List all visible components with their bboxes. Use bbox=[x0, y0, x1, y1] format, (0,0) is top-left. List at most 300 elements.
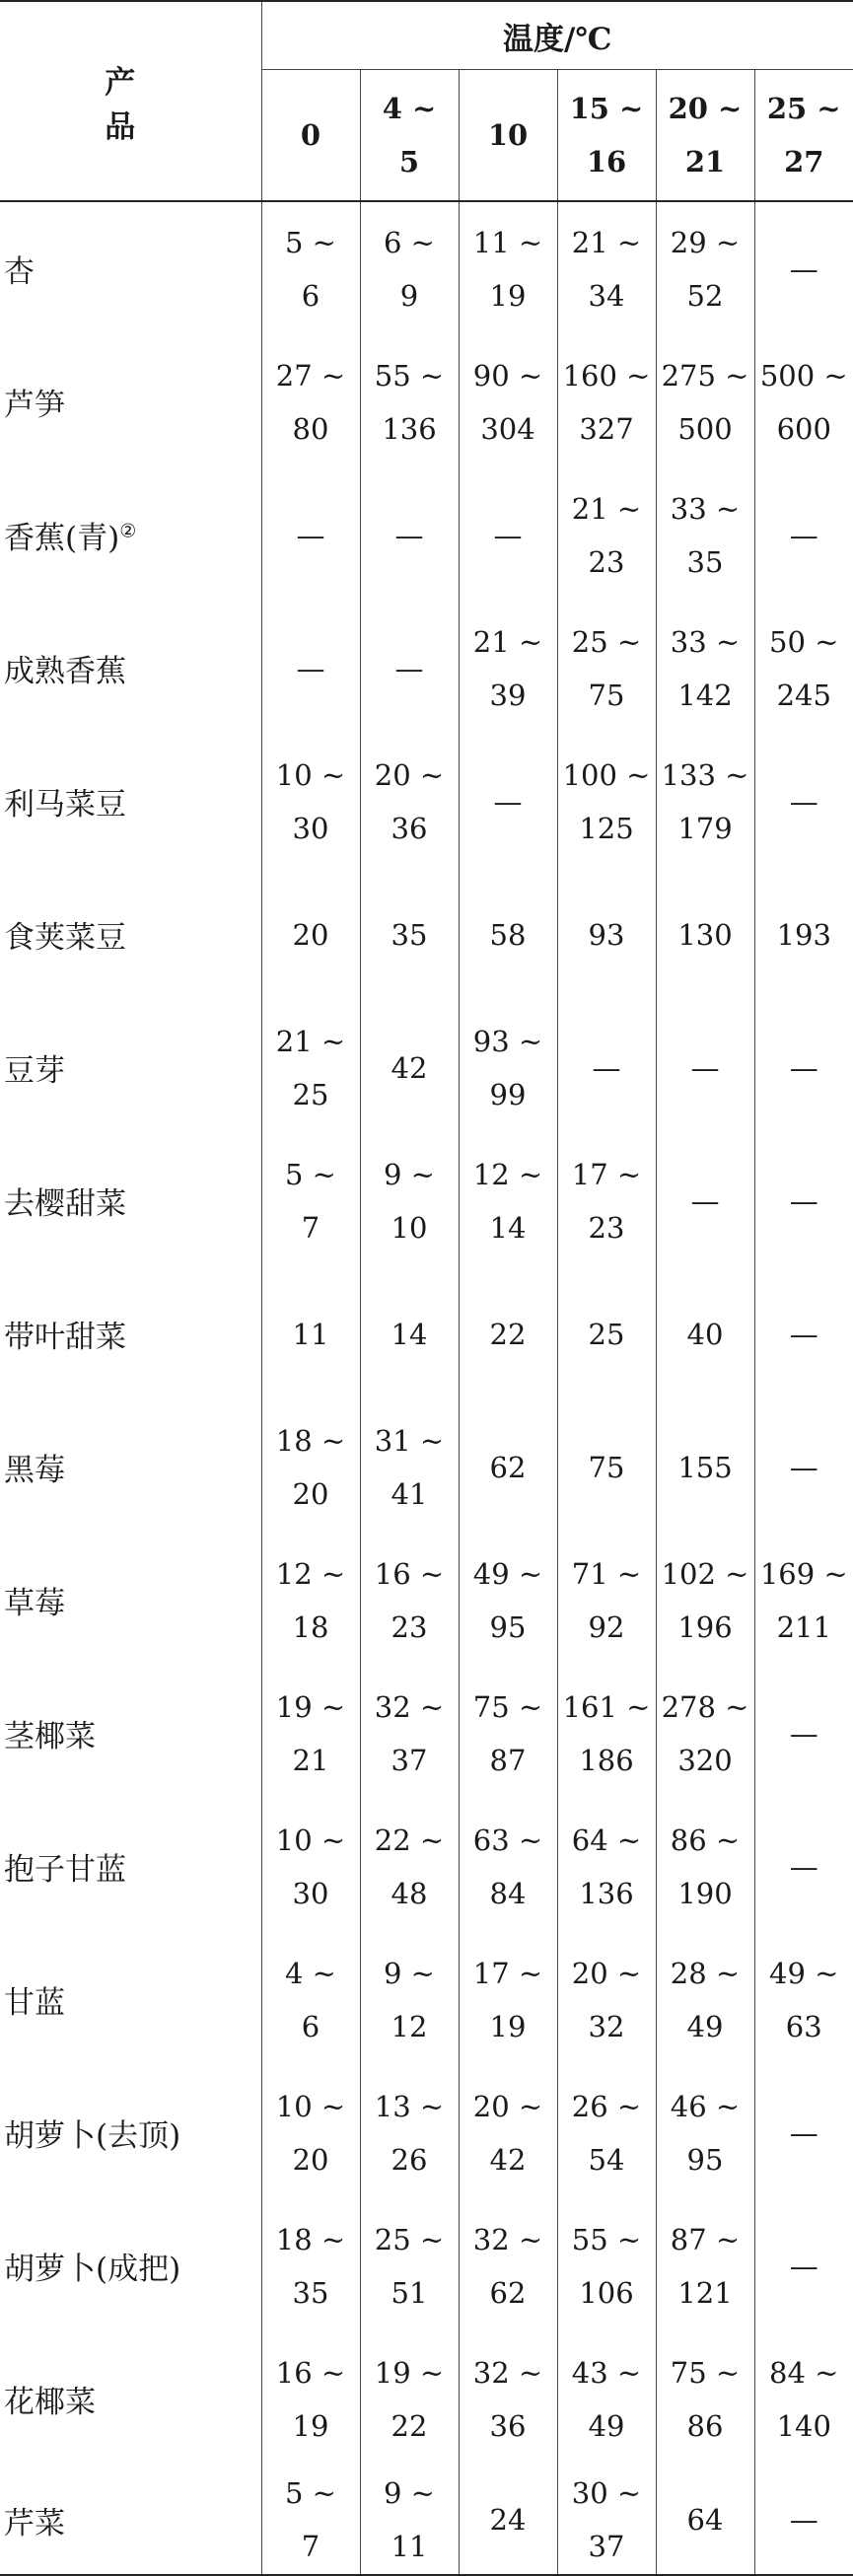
product-name: 胡萝卜(去顶) bbox=[4, 2118, 181, 2154]
rate-value-cell bbox=[261, 1001, 360, 1134]
cell-line: 22 ~ bbox=[374, 1823, 445, 1857]
product-name-cell bbox=[0, 1800, 261, 1933]
cell-line: 27 ~ bbox=[275, 358, 346, 393]
product-name: 食荚菜豆 bbox=[4, 920, 126, 956]
cell-line: 71 ~ bbox=[571, 1556, 642, 1591]
cell-line: 500 bbox=[677, 411, 733, 446]
cell-line: 196 bbox=[677, 1610, 733, 1644]
cell-line: — bbox=[789, 1716, 818, 1751]
cell-line: 25 ~ bbox=[571, 624, 642, 659]
cell-line: 106 bbox=[579, 2275, 634, 2310]
product-name-cell bbox=[0, 2466, 261, 2575]
rate-value-cell bbox=[360, 1267, 459, 1400]
cell-line: — bbox=[592, 1050, 621, 1085]
cell-line: 5 ~ bbox=[285, 225, 336, 259]
cell-line: 99 bbox=[489, 1077, 527, 1111]
rate-value-cell bbox=[360, 201, 459, 335]
rate-value-cell bbox=[459, 1001, 557, 1134]
rate-value-cell bbox=[557, 1400, 656, 1534]
cell-line: 160 ~ bbox=[562, 358, 651, 393]
cell-line: 16 bbox=[586, 145, 627, 179]
rate-value-cell bbox=[754, 735, 853, 868]
table-row bbox=[0, 602, 853, 735]
rate-value-cell bbox=[656, 1667, 754, 1800]
rate-value-cell bbox=[261, 868, 360, 1001]
table-row bbox=[0, 1001, 853, 1134]
cell-line: 19 ~ bbox=[374, 2355, 445, 2390]
cell-line: 33 ~ bbox=[670, 624, 741, 659]
cell-line: 75 ~ bbox=[670, 2355, 741, 2390]
cell-line: 52 bbox=[686, 278, 724, 313]
cell-line: — bbox=[493, 518, 523, 552]
table-row bbox=[0, 1667, 853, 1800]
cell-line: 25 bbox=[588, 1317, 625, 1351]
cell-line: 84 bbox=[489, 1876, 527, 1910]
cell-line: 10 bbox=[487, 118, 529, 152]
product-name: 抱子甘蓝 bbox=[4, 1852, 126, 1888]
cell-line: 84 ~ bbox=[769, 2355, 839, 2390]
rate-value-cell bbox=[459, 1534, 557, 1667]
cell-line: 25 bbox=[292, 1077, 329, 1111]
cell-line: 75 ~ bbox=[472, 1689, 543, 1724]
cell-line: — bbox=[789, 2249, 818, 2283]
rate-value-cell bbox=[459, 201, 557, 335]
cell-line: 64 ~ bbox=[571, 1823, 642, 1857]
rate-value-cell bbox=[557, 2066, 656, 2199]
cell-line: 11 bbox=[391, 2530, 428, 2563]
table-row bbox=[0, 335, 853, 468]
rate-value-cell bbox=[459, 468, 557, 602]
cell-line: 41 bbox=[391, 1476, 428, 1511]
cell-line: 35 bbox=[686, 544, 724, 579]
cell-line: 179 bbox=[677, 811, 733, 845]
rate-value-cell bbox=[459, 2466, 557, 2575]
cell-line: — bbox=[789, 1050, 818, 1085]
cell-line: 9 ~ bbox=[384, 1157, 435, 1191]
cell-line: 121 bbox=[677, 2275, 733, 2310]
cell-line: 49 bbox=[588, 2408, 625, 2443]
cell-line: 23 bbox=[588, 544, 625, 579]
cell-line: 169 ~ bbox=[759, 1556, 848, 1591]
table-row bbox=[0, 1933, 853, 2066]
cell-line: 211 bbox=[776, 1610, 831, 1644]
cell-line: 30 bbox=[292, 811, 329, 845]
product-name-cell bbox=[0, 335, 261, 468]
cell-line: 12 bbox=[391, 2009, 428, 2043]
cell-line: 34 bbox=[588, 278, 625, 313]
cell-line: 327 bbox=[579, 411, 634, 446]
cell-line: 25 ~ bbox=[374, 2222, 445, 2256]
cell-line: 90 ~ bbox=[472, 358, 543, 393]
cell-line: 36 bbox=[489, 2408, 527, 2443]
cell-line: 26 ~ bbox=[571, 2089, 642, 2123]
cell-line: 11 ~ bbox=[472, 225, 543, 259]
cell-line: 17 ~ bbox=[472, 1956, 543, 1990]
cell-line: — bbox=[789, 784, 818, 819]
cell-line: 86 ~ bbox=[670, 1823, 741, 1857]
product-name: 芹菜 bbox=[4, 2505, 65, 2541]
cell-line: 21 bbox=[684, 145, 726, 179]
temperature-column-header bbox=[656, 70, 754, 202]
product-name: 香蕉(青) bbox=[4, 521, 120, 556]
cell-line: 320 bbox=[677, 1743, 733, 1777]
product-name-cell bbox=[0, 1001, 261, 1134]
cell-line: 23 bbox=[391, 1610, 428, 1644]
rate-value-cell bbox=[754, 1400, 853, 1534]
rate-value-cell bbox=[261, 1134, 360, 1267]
product-name-cell bbox=[0, 1534, 261, 1667]
cell-line: 36 bbox=[391, 811, 428, 845]
rate-value-cell bbox=[754, 602, 853, 735]
cell-line: 18 bbox=[292, 1610, 329, 1644]
rate-value-cell bbox=[557, 2199, 656, 2332]
rate-value-cell bbox=[754, 1134, 853, 1267]
rate-value-cell bbox=[261, 1534, 360, 1667]
cell-line: 95 bbox=[686, 2142, 724, 2177]
cell-line: 32 ~ bbox=[374, 1689, 445, 1724]
product-name-cell bbox=[0, 201, 261, 335]
product-name: 豆芽 bbox=[4, 1053, 65, 1089]
cell-line: — bbox=[690, 1183, 720, 1218]
product-name: 利马菜豆 bbox=[4, 787, 126, 823]
rate-value-cell bbox=[261, 2466, 360, 2575]
rate-value-cell bbox=[360, 468, 459, 602]
cell-line: 42 bbox=[391, 1050, 428, 1085]
cell-line: 43 ~ bbox=[571, 2355, 642, 2390]
cell-line: 20 ~ bbox=[472, 2089, 543, 2123]
cell-line: 62 bbox=[489, 1450, 527, 1484]
rate-value-cell bbox=[656, 1134, 754, 1267]
cell-line: 5 ~ bbox=[285, 1157, 336, 1191]
cell-line: 21 ~ bbox=[472, 624, 543, 659]
rate-value-cell bbox=[754, 2332, 853, 2466]
product-name: 黑莓 bbox=[4, 1453, 65, 1488]
rate-value-cell bbox=[360, 602, 459, 735]
cell-line: 46 ~ bbox=[670, 2089, 741, 2123]
product-name-cell bbox=[0, 468, 261, 602]
rate-value-cell bbox=[754, 1534, 853, 1667]
table-row bbox=[0, 2466, 853, 2575]
cell-line: 22 bbox=[391, 2408, 428, 2443]
product-name-cell bbox=[0, 868, 261, 1001]
cell-line: 18 ~ bbox=[275, 2222, 346, 2256]
rate-value-cell bbox=[754, 335, 853, 468]
rate-value-cell bbox=[754, 1001, 853, 1134]
rate-value-cell bbox=[360, 1001, 459, 1134]
cell-line: 93 bbox=[588, 917, 625, 952]
cell-line: 80 bbox=[292, 411, 329, 446]
cell-line: 7 bbox=[301, 2530, 320, 2563]
rate-value-cell bbox=[261, 2066, 360, 2199]
product-name: 草莓 bbox=[4, 1586, 65, 1621]
product-name: 茎椰菜 bbox=[4, 1719, 96, 1754]
rate-value-cell bbox=[557, 1001, 656, 1134]
cell-line: 48 bbox=[391, 1876, 428, 1910]
table-row bbox=[0, 2332, 853, 2466]
rate-value-cell bbox=[261, 1800, 360, 1933]
cell-line: 100 ~ bbox=[562, 757, 651, 792]
cell-line: 27 bbox=[784, 145, 824, 179]
product-name: 成熟香蕉 bbox=[4, 654, 126, 689]
cell-line: 32 ~ bbox=[472, 2222, 543, 2256]
cell-line: — bbox=[789, 1849, 818, 1884]
table-row bbox=[0, 468, 853, 602]
table-row bbox=[0, 2199, 853, 2332]
cell-line: 20 ~ bbox=[571, 1956, 642, 1990]
rate-value-cell bbox=[557, 201, 656, 335]
rate-value-cell bbox=[656, 1933, 754, 2066]
cell-line: 23 bbox=[588, 1210, 625, 1245]
cell-line: 19 bbox=[292, 2408, 329, 2443]
temperature-column-header bbox=[360, 70, 459, 202]
product-name: 甘蓝 bbox=[4, 1985, 65, 2021]
rate-value-cell bbox=[261, 735, 360, 868]
cell-line: 55 ~ bbox=[374, 358, 445, 393]
cell-line: 87 ~ bbox=[670, 2222, 741, 2256]
cell-line: 275 ~ bbox=[661, 358, 749, 393]
cell-line: — bbox=[789, 2503, 818, 2537]
cell-line: 95 bbox=[489, 1610, 527, 1644]
cell-line: 16 ~ bbox=[374, 1556, 445, 1591]
rate-value-cell bbox=[557, 1534, 656, 1667]
rate-value-cell bbox=[656, 201, 754, 335]
cell-line: — bbox=[296, 518, 325, 552]
cell-line: 5 ~ bbox=[285, 2476, 336, 2510]
cell-line: 28 ~ bbox=[670, 1956, 741, 1990]
rate-value-cell bbox=[459, 1267, 557, 1400]
product-name-cell bbox=[0, 735, 261, 868]
cell-line: 17 ~ bbox=[571, 1157, 642, 1191]
rate-value-cell bbox=[656, 1001, 754, 1134]
cell-line: 16 ~ bbox=[275, 2355, 346, 2390]
cell-line: 50 ~ bbox=[769, 624, 839, 659]
cell-line: 49 ~ bbox=[472, 1556, 543, 1591]
rate-value-cell bbox=[557, 335, 656, 468]
rate-value-cell bbox=[754, 1933, 853, 2066]
cell-line: 20 ~ bbox=[668, 92, 743, 125]
cell-line: 33 ~ bbox=[670, 491, 741, 526]
cell-line: — bbox=[690, 1050, 720, 1085]
rate-value-cell bbox=[656, 2199, 754, 2332]
cell-line: 136 bbox=[382, 411, 437, 446]
cell-line: 304 bbox=[480, 411, 535, 446]
rate-value-cell bbox=[360, 1400, 459, 1534]
cell-line: 42 bbox=[489, 2142, 527, 2177]
cell-line: — bbox=[789, 2115, 818, 2150]
cell-line: 49 ~ bbox=[769, 1956, 839, 1990]
table-row bbox=[0, 1267, 853, 1400]
cell-line: 142 bbox=[677, 678, 733, 712]
rate-value-cell bbox=[656, 868, 754, 1001]
cell-line: 11 bbox=[292, 1317, 329, 1351]
cell-line: 14 bbox=[489, 1210, 527, 1245]
cell-line: 18 ~ bbox=[275, 1423, 346, 1458]
temperature-column-header bbox=[459, 70, 557, 202]
cell-line: 5 bbox=[398, 145, 420, 179]
rate-value-cell bbox=[557, 468, 656, 602]
table-row bbox=[0, 201, 853, 335]
cell-line: 10 bbox=[391, 1210, 428, 1245]
rate-value-cell bbox=[754, 2466, 853, 2575]
rate-value-cell bbox=[557, 2466, 656, 2575]
rate-value-cell bbox=[261, 1667, 360, 1800]
rate-value-cell bbox=[360, 1667, 459, 1800]
product-name-cell bbox=[0, 1667, 261, 1800]
rate-value-cell bbox=[754, 868, 853, 1001]
cell-line: — bbox=[394, 518, 424, 552]
cell-line: 6 bbox=[301, 2009, 320, 2043]
rate-value-cell bbox=[360, 335, 459, 468]
rate-value-cell bbox=[360, 868, 459, 1001]
cell-line: — bbox=[296, 651, 325, 685]
rate-value-cell bbox=[360, 1534, 459, 1667]
product-name: 芦笋 bbox=[4, 388, 65, 423]
cell-line: 21 ~ bbox=[571, 225, 642, 259]
cell-line: — bbox=[394, 651, 424, 685]
rate-value-cell bbox=[459, 1800, 557, 1933]
cell-line: 19 bbox=[489, 2009, 527, 2043]
cell-line: 161 ~ bbox=[562, 1689, 651, 1724]
cell-line: 30 ~ bbox=[571, 2476, 642, 2510]
product-column-header: 产 品 bbox=[0, 1, 261, 201]
product-name: 带叶甜菜 bbox=[4, 1320, 126, 1355]
rate-value-cell bbox=[360, 735, 459, 868]
table-row bbox=[0, 735, 853, 868]
cell-line: 190 bbox=[677, 1876, 733, 1910]
rate-value-cell bbox=[360, 2066, 459, 2199]
table-body bbox=[0, 201, 853, 2575]
cell-line: 6 ~ bbox=[384, 225, 435, 259]
rate-value-cell bbox=[754, 201, 853, 335]
product-name: 去樱甜菜 bbox=[4, 1186, 126, 1222]
rate-value-cell bbox=[261, 1400, 360, 1534]
rate-value-cell bbox=[656, 2332, 754, 2466]
cell-line: 155 bbox=[677, 1450, 733, 1484]
rate-value-cell bbox=[261, 335, 360, 468]
rate-value-cell bbox=[459, 2199, 557, 2332]
cell-line: 10 ~ bbox=[275, 1823, 346, 1857]
rate-value-cell bbox=[261, 2332, 360, 2466]
cell-line: 75 bbox=[588, 1450, 625, 1484]
table-row bbox=[0, 2066, 853, 2199]
cell-line: 600 bbox=[776, 411, 831, 446]
rate-value-cell bbox=[754, 1267, 853, 1400]
rate-value-cell bbox=[656, 1267, 754, 1400]
rate-value-cell bbox=[656, 1534, 754, 1667]
cell-line: 30 bbox=[292, 1876, 329, 1910]
rate-value-cell bbox=[459, 2332, 557, 2466]
cell-line: 22 bbox=[489, 1317, 527, 1351]
rate-value-cell bbox=[360, 1933, 459, 2066]
rate-value-cell bbox=[557, 1800, 656, 1933]
cell-line: 9 bbox=[399, 278, 419, 313]
rate-value-cell bbox=[656, 2466, 754, 2575]
product-name-cell bbox=[0, 1933, 261, 2066]
rate-value-cell bbox=[360, 2199, 459, 2332]
cell-line: 64 bbox=[686, 2503, 724, 2537]
product-name-cell bbox=[0, 1267, 261, 1400]
cell-line: 14 bbox=[391, 1317, 428, 1351]
rate-value-cell bbox=[557, 1267, 656, 1400]
cell-line: 24 bbox=[489, 2503, 527, 2537]
rate-value-cell bbox=[459, 1134, 557, 1267]
rate-value-cell bbox=[656, 1400, 754, 1534]
cell-line: 21 bbox=[292, 1743, 329, 1777]
cell-line: 20 bbox=[292, 917, 329, 952]
temperature-header: 温度/℃ bbox=[261, 1, 853, 70]
cell-line: 35 bbox=[391, 917, 428, 952]
rate-value-cell bbox=[754, 1667, 853, 1800]
rate-value-cell bbox=[261, 1267, 360, 1400]
cell-line: 37 bbox=[588, 2530, 625, 2563]
cell-line: 140 bbox=[776, 2408, 831, 2443]
rate-value-cell bbox=[656, 735, 754, 868]
temperature-column-header bbox=[754, 70, 853, 202]
rate-value-cell bbox=[360, 1800, 459, 1933]
product-name: 杏 bbox=[4, 254, 35, 290]
cell-line: 21 ~ bbox=[571, 491, 642, 526]
cell-line: — bbox=[789, 1183, 818, 1218]
cell-line: 92 bbox=[588, 1610, 625, 1644]
cell-line: 37 bbox=[391, 1743, 428, 1777]
rate-value-cell bbox=[261, 1933, 360, 2066]
cell-line: 13 ~ bbox=[374, 2089, 445, 2123]
cell-line: 86 bbox=[686, 2408, 724, 2443]
cell-line: 25 ~ bbox=[766, 92, 841, 125]
cell-line: 20 bbox=[292, 1476, 329, 1511]
rate-value-cell bbox=[459, 735, 557, 868]
rate-value-cell bbox=[656, 1800, 754, 1933]
table-header bbox=[0, 1, 853, 201]
rate-value-cell bbox=[656, 468, 754, 602]
cell-line: 500 ~ bbox=[759, 358, 848, 393]
product-name-cell bbox=[0, 2199, 261, 2332]
temperature-column-header bbox=[261, 70, 360, 202]
cell-line: 75 bbox=[588, 678, 625, 712]
cell-line: 12 ~ bbox=[472, 1157, 543, 1191]
rate-value-cell bbox=[459, 602, 557, 735]
rate-value-cell bbox=[261, 201, 360, 335]
product-name: 花椰菜 bbox=[4, 2385, 96, 2420]
cell-line: 39 bbox=[489, 678, 527, 712]
cell-line: 32 bbox=[588, 2009, 625, 2043]
rate-value-cell bbox=[459, 868, 557, 1001]
cell-line: 9 ~ bbox=[384, 1956, 435, 1990]
cell-line: — bbox=[789, 1317, 818, 1351]
rate-value-cell bbox=[459, 1933, 557, 2066]
rate-value-cell bbox=[557, 868, 656, 1001]
cell-line: 133 ~ bbox=[661, 757, 749, 792]
cell-line: 102 ~ bbox=[661, 1556, 749, 1591]
cell-line: 35 bbox=[292, 2275, 329, 2310]
cell-line: 0 bbox=[300, 118, 321, 152]
cell-line: 32 ~ bbox=[472, 2355, 543, 2390]
rate-value-cell bbox=[754, 468, 853, 602]
rate-value-cell bbox=[557, 2332, 656, 2466]
cell-line: — bbox=[789, 251, 818, 286]
cell-line: 7 bbox=[301, 1210, 320, 1245]
cell-line: 193 bbox=[776, 917, 831, 952]
product-name-cell bbox=[0, 602, 261, 735]
product-name: 胡萝卜(成把) bbox=[4, 2252, 181, 2287]
rate-value-cell bbox=[754, 2066, 853, 2199]
cell-line: 10 ~ bbox=[275, 757, 346, 792]
table-row bbox=[0, 1800, 853, 1933]
rate-value-cell bbox=[656, 335, 754, 468]
cell-line: 63 bbox=[785, 2009, 822, 2043]
product-name-cell bbox=[0, 1134, 261, 1267]
cell-line: 4 ~ bbox=[382, 92, 437, 125]
